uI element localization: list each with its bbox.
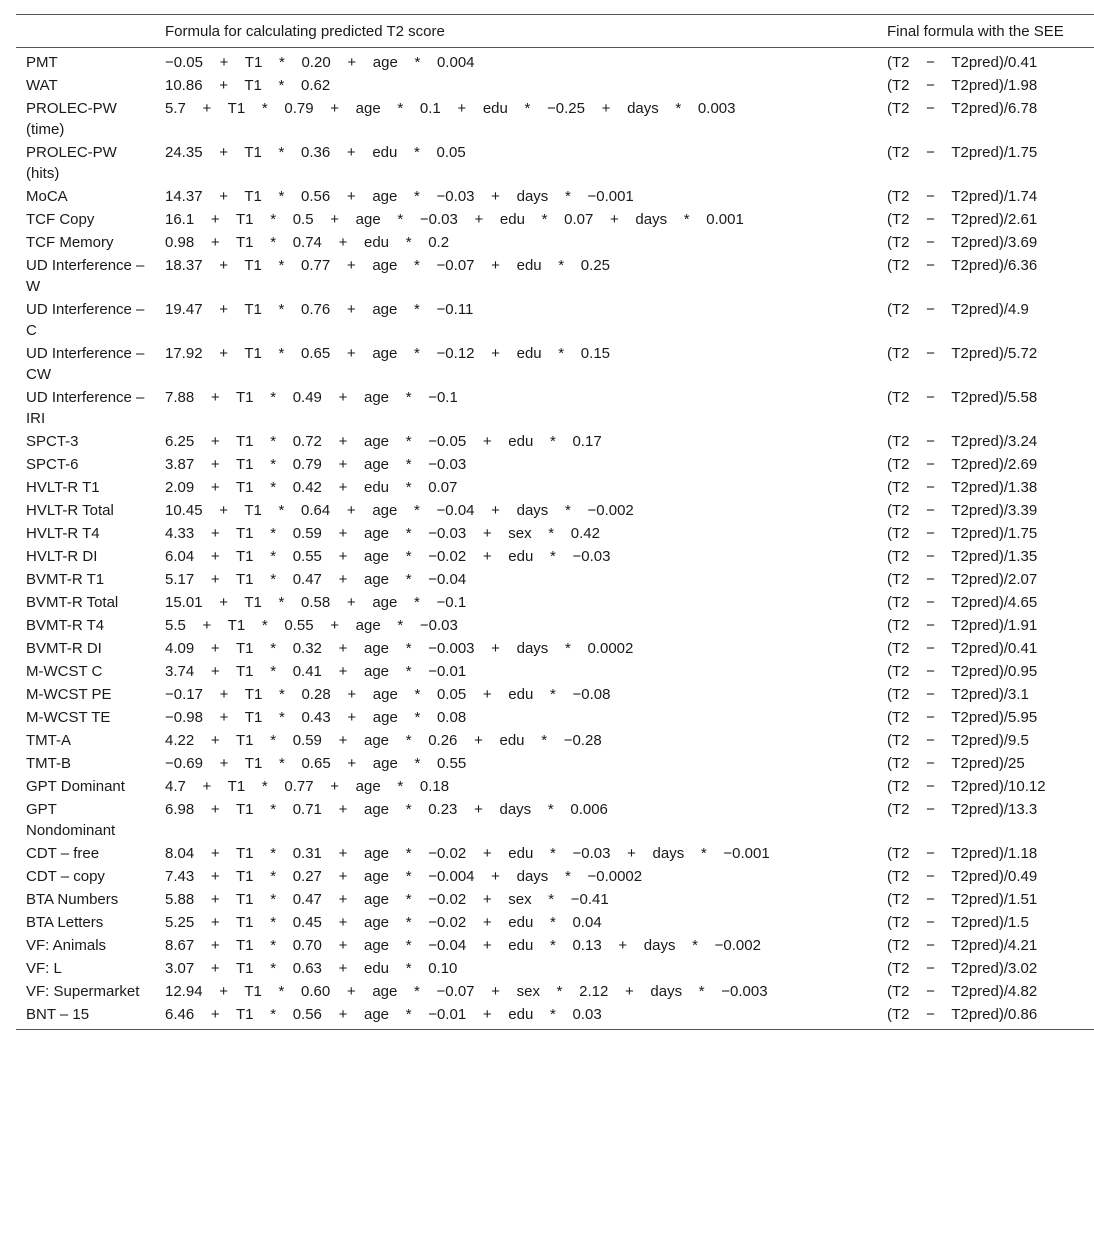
row-formula: 3.07 + T1 * 0.63 + edu * 0.10 xyxy=(165,960,458,977)
header-row xyxy=(16,15,1094,48)
table-row xyxy=(16,231,1094,254)
row-see-formula: (T2 − T2pred)/4.9 xyxy=(887,301,1029,318)
row-see-formula: (T2 − T2pred)/4.82 xyxy=(887,983,1038,1000)
row-see-formula: (T2 − T2pred)/4.65 xyxy=(887,594,1038,611)
table-body xyxy=(16,48,1094,1030)
row-see-formula: (T2 − T2pred)/0.41 xyxy=(887,640,1038,657)
row-see-formula: (T2 − T2pred)/0.95 xyxy=(887,663,1038,680)
table-row xyxy=(16,888,1094,911)
row-label: TCF Copy xyxy=(26,211,95,228)
table-row xyxy=(16,614,1094,637)
row-formula: 4.22 + T1 * 0.59 + age * 0.26 + edu * −0.28 xyxy=(165,732,602,749)
row-formula: 14.37 + T1 * 0.56 + age * −0.03 + days * −0.001 xyxy=(165,188,634,205)
row-see-formula: (T2 − T2pred)/1.74 xyxy=(887,188,1038,205)
row-formula: 12.94 + T1 * 0.60 + age * −0.07 + sex * 2.12 + days * −0.003 xyxy=(165,983,768,1000)
table-row xyxy=(16,74,1094,97)
table-row xyxy=(16,842,1094,865)
row-label: HVLT-R T4 xyxy=(26,525,100,542)
row-see-formula: (T2 − T2pred)/4.21 xyxy=(887,937,1038,954)
row-formula: 8.67 + T1 * 0.70 + age * −0.04 + edu * 0.13 + days * −0.002 xyxy=(165,937,761,954)
row-label: HVLT-R Total xyxy=(26,502,114,519)
row-see-formula: (T2 − T2pred)/3.69 xyxy=(887,234,1038,251)
table-row xyxy=(16,568,1094,591)
row-see-formula: (T2 − T2pred)/6.36 xyxy=(887,257,1038,274)
table-row xyxy=(16,499,1094,522)
row-see-formula: (T2 − T2pred)/1.51 xyxy=(887,891,1038,908)
row-label: VF: Supermarket xyxy=(26,983,140,1000)
row-label: UD Interference – W xyxy=(26,257,145,295)
row-formula: 10.45 + T1 * 0.64 + age * −0.04 + days * −0.002 xyxy=(165,502,634,519)
header-formula: Formula for calculating predicted T2 score xyxy=(165,22,445,40)
table-row xyxy=(16,208,1094,231)
row-label: SPCT-3 xyxy=(26,433,79,450)
table-row xyxy=(16,254,1094,298)
table-row xyxy=(16,729,1094,752)
table-row xyxy=(16,476,1094,499)
row-see-formula: (T2 − T2pred)/10.12 xyxy=(887,778,1046,795)
row-formula: 4.7 + T1 * 0.77 + age * 0.18 xyxy=(165,778,450,795)
table-row xyxy=(16,752,1094,775)
row-formula: 17.92 + T1 * 0.65 + age * −0.12 + edu * 0.15 xyxy=(165,345,610,362)
row-label: SPCT-6 xyxy=(26,456,79,473)
table-row xyxy=(16,185,1094,208)
table-row xyxy=(16,865,1094,888)
row-label: GPT Nondominant xyxy=(26,801,116,839)
table-row xyxy=(16,957,1094,980)
row-label: HVLT-R T1 xyxy=(26,479,100,496)
header-see: Final formula with the SEE xyxy=(887,22,1064,40)
table-row xyxy=(16,342,1094,386)
row-formula: 4.33 + T1 * 0.59 + age * −0.03 + sex * 0.42 xyxy=(165,525,600,542)
table-row xyxy=(16,637,1094,660)
table-row xyxy=(16,1003,1094,1030)
table-row xyxy=(16,453,1094,476)
row-formula: 15.01 + T1 * 0.58 + age * −0.1 xyxy=(165,594,467,611)
row-see-formula: (T2 − T2pred)/5.95 xyxy=(887,709,1038,726)
row-label: M-WCST PE xyxy=(26,686,112,703)
table-row xyxy=(16,980,1094,1003)
row-label: UD Interference – IRI xyxy=(26,389,145,427)
row-label: UD Interference – C xyxy=(26,301,145,339)
row-formula: 6.25 + T1 * 0.72 + age * −0.05 + edu * 0.17 xyxy=(165,433,602,450)
row-label: M-WCST C xyxy=(26,663,103,680)
row-see-formula: (T2 − T2pred)/1.75 xyxy=(887,525,1038,542)
row-formula: 19.47 + T1 * 0.76 + age * −0.11 xyxy=(165,301,474,318)
row-formula: 2.09 + T1 * 0.42 + edu * 0.07 xyxy=(165,479,458,496)
row-formula: 7.88 + T1 * 0.49 + age * −0.1 xyxy=(165,389,458,406)
table-row xyxy=(16,430,1094,453)
table-row xyxy=(16,298,1094,342)
table-row xyxy=(16,660,1094,683)
row-formula: −0.05 + T1 * 0.20 + age * 0.004 xyxy=(165,54,475,71)
row-formula: 16.1 + T1 * 0.5 + age * −0.03 + edu * 0.07 + days * 0.001 xyxy=(165,211,744,228)
row-formula: 24.35 + T1 * 0.36 + edu * 0.05 xyxy=(165,144,466,161)
row-label: CDT – free xyxy=(26,845,100,862)
row-formula: 0.98 + T1 * 0.74 + edu * 0.2 xyxy=(165,234,450,251)
row-formula: −0.69 + T1 * 0.65 + age * 0.55 xyxy=(165,755,467,772)
row-see-formula: (T2 − T2pred)/2.69 xyxy=(887,456,1038,473)
row-see-formula: (T2 − T2pred)/1.38 xyxy=(887,479,1038,496)
row-see-formula: (T2 − T2pred)/1.75 xyxy=(887,144,1038,161)
row-formula: 10.86 + T1 * 0.62 xyxy=(165,77,331,94)
row-label: BVMT-R T1 xyxy=(26,571,105,588)
row-see-formula: (T2 − T2pred)/1.18 xyxy=(887,845,1038,862)
row-formula: 18.37 + T1 * 0.77 + age * −0.07 + edu * 0.25 xyxy=(165,257,610,274)
row-see-formula: (T2 − T2pred)/9.5 xyxy=(887,732,1029,749)
row-see-formula: (T2 − T2pred)/1.35 xyxy=(887,548,1038,565)
row-see-formula: (T2 − T2pred)/1.5 xyxy=(887,914,1029,931)
row-label: UD Interference – CW xyxy=(26,345,145,383)
row-see-formula: (T2 − T2pred)/0.86 xyxy=(887,1006,1038,1023)
row-formula: 3.74 + T1 * 0.41 + age * −0.01 xyxy=(165,663,467,680)
row-formula: 5.7 + T1 * 0.79 + age * 0.1 + edu * −0.25 + days * 0.003 xyxy=(165,100,736,117)
row-formula: 6.04 + T1 * 0.55 + age * −0.02 + edu * −0.03 xyxy=(165,548,611,565)
row-label: MoCA xyxy=(26,188,68,205)
row-label: BNT – 15 xyxy=(26,1006,90,1023)
row-label: TCF Memory xyxy=(26,234,114,251)
row-label: WAT xyxy=(26,77,58,94)
table-row xyxy=(16,591,1094,614)
table-row xyxy=(16,141,1094,185)
row-formula: −0.17 + T1 * 0.28 + age * 0.05 + edu * −0.08 xyxy=(165,686,611,703)
row-see-formula: (T2 − T2pred)/3.02 xyxy=(887,960,1038,977)
row-see-formula: (T2 − T2pred)/3.39 xyxy=(887,502,1038,519)
row-see-formula: (T2 − T2pred)/6.78 xyxy=(887,100,1038,117)
row-formula: 5.17 + T1 * 0.47 + age * −0.04 xyxy=(165,571,467,588)
table-row xyxy=(16,775,1094,798)
row-see-formula: (T2 − T2pred)/3.24 xyxy=(887,433,1038,450)
table-row xyxy=(16,522,1094,545)
table-row xyxy=(16,934,1094,957)
table-row xyxy=(16,706,1094,729)
row-formula: 6.46 + T1 * 0.56 + age * −0.01 + edu * 0.03 xyxy=(165,1006,602,1023)
table-header xyxy=(16,15,1094,48)
row-see-formula: (T2 − T2pred)/2.61 xyxy=(887,211,1038,228)
row-see-formula: (T2 − T2pred)/1.91 xyxy=(887,617,1038,634)
row-label: PROLEC-PW (hits) xyxy=(26,144,117,182)
row-see-formula: (T2 − T2pred)/3.1 xyxy=(887,686,1029,703)
row-see-formula: (T2 − T2pred)/13.3 xyxy=(887,801,1038,818)
table-row xyxy=(16,683,1094,706)
row-formula: 7.43 + T1 * 0.27 + age * −0.004 + days * −0.0002 xyxy=(165,868,643,885)
row-formula: −0.98 + T1 * 0.43 + age * 0.08 xyxy=(165,709,467,726)
row-label: TMT-B xyxy=(26,755,71,772)
row-formula: 5.25 + T1 * 0.45 + age * −0.02 + edu * 0.04 xyxy=(165,914,602,931)
row-formula: 3.87 + T1 * 0.79 + age * −0.03 xyxy=(165,456,467,473)
row-formula: 5.88 + T1 * 0.47 + age * −0.02 + sex * −0.41 xyxy=(165,891,609,908)
row-label: PMT xyxy=(26,54,58,71)
row-formula: 8.04 + T1 * 0.31 + age * −0.02 + edu * −0.03 + days * −0.001 xyxy=(165,845,770,862)
row-see-formula: (T2 − T2pred)/5.72 xyxy=(887,345,1038,362)
row-label: BTA Numbers xyxy=(26,891,119,908)
row-label: VF: Animals xyxy=(26,937,107,954)
row-label: PROLEC-PW (time) xyxy=(26,100,117,138)
row-label: VF: L xyxy=(26,960,62,977)
table-row xyxy=(16,48,1094,75)
table-row xyxy=(16,911,1094,934)
table-row xyxy=(16,798,1094,842)
formula-table xyxy=(16,14,1094,1030)
table-row xyxy=(16,386,1094,430)
row-see-formula: (T2 − T2pred)/0.49 xyxy=(887,868,1038,885)
row-formula: 5.5 + T1 * 0.55 + age * −0.03 xyxy=(165,617,458,634)
row-label: TMT-A xyxy=(26,732,71,749)
row-see-formula: (T2 − T2pred)/2.07 xyxy=(887,571,1038,588)
formula-table-container xyxy=(16,14,1094,1030)
table-row xyxy=(16,545,1094,568)
row-label: BTA Letters xyxy=(26,914,104,931)
row-label: GPT Dominant xyxy=(26,778,125,795)
row-label: HVLT-R DI xyxy=(26,548,98,565)
row-label: BVMT-R Total xyxy=(26,594,119,611)
row-label: CDT – copy xyxy=(26,868,105,885)
row-formula: 6.98 + T1 * 0.71 + age * 0.23 + days * 0.006 xyxy=(165,801,608,818)
row-see-formula: (T2 − T2pred)/0.41 xyxy=(887,54,1038,71)
row-label: BVMT-R DI xyxy=(26,640,102,657)
row-see-formula: (T2 − T2pred)/5.58 xyxy=(887,389,1038,406)
row-label: M-WCST TE xyxy=(26,709,111,726)
row-see-formula: (T2 − T2pred)/25 xyxy=(887,755,1025,772)
row-formula: 4.09 + T1 * 0.32 + age * −0.003 + days * 0.0002 xyxy=(165,640,634,657)
header-test xyxy=(16,15,155,48)
table-row xyxy=(16,97,1094,141)
row-label: BVMT-R T4 xyxy=(26,617,105,634)
row-see-formula: (T2 − T2pred)/1.98 xyxy=(887,77,1038,94)
